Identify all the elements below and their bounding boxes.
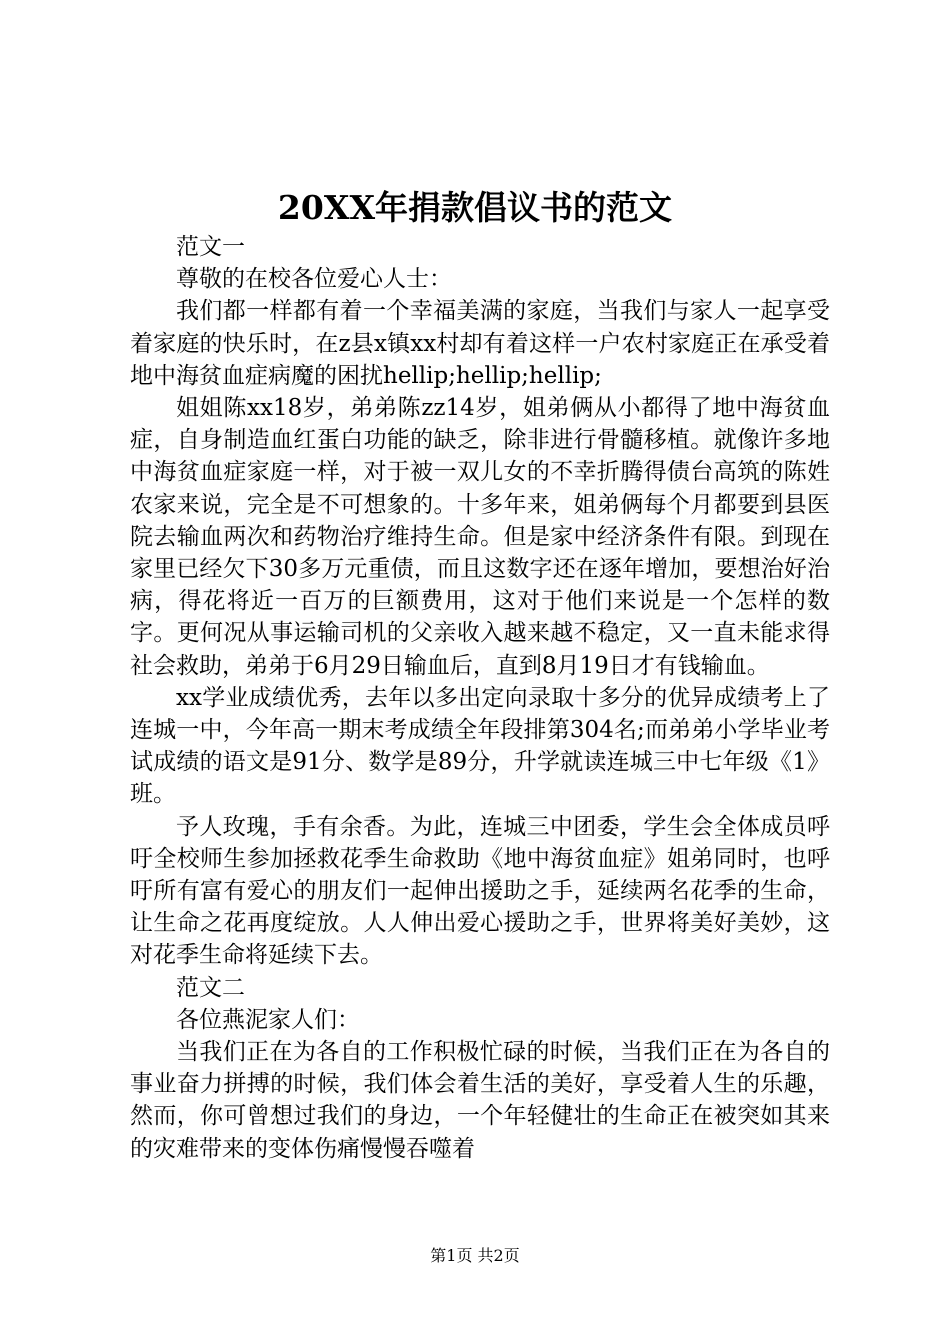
- document-body: [130, 231, 830, 1165]
- page-footer: 第1页 共2页: [430, 1246, 520, 1265]
- paragraph: 我们都一样都有着一个幸福美满的家庭，当我们与家人一起享受着家庭的快乐时，在z县x镇xx村却有着这样一户农村家庭正在承受着地中海贫血症病魔的困扰hellip;hellip;hellip;: [130, 298, 830, 389]
- section-heading-2: 范文二: [176, 974, 245, 1001]
- paragraph: xx学业成绩优秀，去年以多出定向录取十多分的优异成绩考上了连城一中，今年高一期末考成绩全年段排第304名;而弟弟小学毕业考试成绩的语文是91分、数学是89分，升学就读连城三中七年级《1》班。: [130, 684, 830, 808]
- salutation-2: 各位燕泥家人们：: [176, 1006, 360, 1033]
- paragraph: 当我们正在为各自的工作积极忙碌的时候，当我们正在为各自的事业奋力拼搏的时候，我们体会着生活的美好，享受着人生的乐趣，然而，你可曾想过我们的身边，一个年轻健壮的生命正在被突如其来的灾难带来的变体伤痛慢慢吞噬着: [130, 1039, 830, 1162]
- section-heading-1: 范文一: [176, 234, 245, 260]
- paragraph: 姐姐陈xx18岁，弟弟陈zz14岁，姐弟俩从小都得了地中海贫血症，自身制造血红蛋白功能的缺乏，除非进行骨髓移植。就像许多地中海贫血症家庭一样，对于被一双儿女的不幸折腾得债台高筑的陈姓农家来说，完全是不可想象的。十多年来，姐弟俩每个月都要到县医院去输血两次和药物治疗维持生命。但是家中经济条件有限。到现在家里已经欠下30多万元重债，而且这数字还在逐年增加，要想治好治病，得花将近一百万的巨额费用，这对于他们来说是一个怎样的数字。更何况从事运输司机的父亲收入越来越不稳定，又一直未能求得社会救助，弟弟于6月29日输血后，直到8月19日才有钱输血。: [130, 395, 830, 679]
- paragraph: 予人玫瑰，手有余香。为此，连城三中团委，学生会全体成员呼吁全校师生参加拯救花季生命救助《地中海贫血症》姐弟同时，也呼吁所有富有爱心的朋友们一起伸出援助之手，延续两名花季的生命，让生命之花再度绽放。人人伸出爱心援助之手，世界将美好美妙，这对花季生命将延续下去。: [130, 813, 830, 969]
- salutation-1: 尊敬的在校各位爱心人士：: [176, 266, 452, 293]
- document-title: 20XX年捐款倡议书的范文: [277, 188, 673, 227]
